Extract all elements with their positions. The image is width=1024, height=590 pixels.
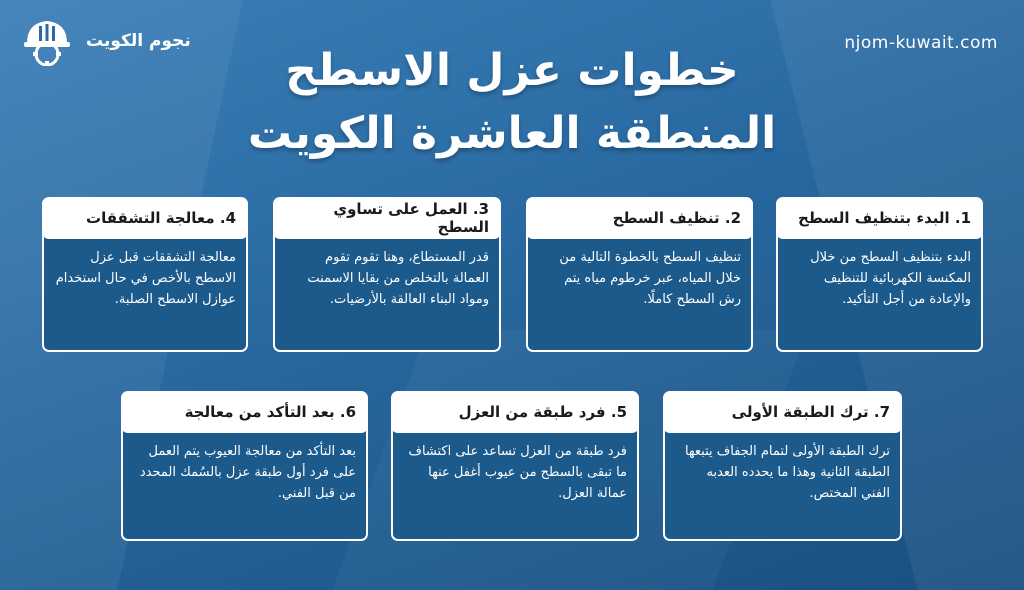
- step-card-6: [121, 391, 368, 541]
- step-title: 1. البدء بتنظيف السطح: [776, 197, 983, 239]
- step-card-7: [663, 391, 902, 541]
- step-card-5: [391, 391, 639, 541]
- step-title: 7. ترك الطبقة الأولى: [663, 391, 902, 433]
- brand-name: نجوم الكويت: [86, 31, 191, 51]
- step-text: قدر المستطاع، وهنا تقوم تقوم العمالة بالتخلص من بقايا الاسمنت ومواد البناء العالقة بالأرضيات.: [273, 219, 501, 352]
- step-card-4: [42, 197, 248, 352]
- step-title: 2. تنظيف السطح: [526, 197, 753, 239]
- page-title-line2: المنطقة العاشرة الكويت: [247, 108, 777, 159]
- step-card-2: [526, 197, 753, 352]
- site-url[interactable]: njom-kuwait.com: [844, 33, 998, 53]
- step-text: البدء بتنظيف السطح من خلال المكنسة الكهربائية للتنظيف والإعادة من أجل التأكيد.: [776, 219, 983, 352]
- step-title: 4. معالجة التشققات: [42, 197, 248, 239]
- step-text: تنظيف السطح بالخطوة التالية من خلال المياه، عبر خرطوم مياه يتم رش السطح كاملًا.: [526, 219, 753, 352]
- step-text: معالجة التشققات قبل عزل الاسطح بالأخص في حال استخدام عوازل الاسطح الصلبة.: [42, 219, 248, 352]
- step-text: بعد التأكد من معالجة العيوب يتم العمل على فرد أول طبقة عزل بالسُمك المحدد من قبل الفني.: [121, 413, 368, 541]
- step-title: 3. العمل على تساوي السطح: [273, 197, 501, 239]
- step-card-1: [776, 197, 983, 352]
- step-title: 5. فرد طبقة من العزل: [391, 391, 639, 433]
- step-card-3: [273, 197, 501, 352]
- page-title-line1: خطوات عزل الاسطح: [285, 45, 739, 96]
- step-text: ترك الطبقة الأولى لتمام الجفاف يتبعها الطبقة الثانية وهذا ما يحدده العدبه الفني المختص.: [663, 413, 902, 541]
- step-text: فرد طبقة من العزل تساعد على اكتشاف ما تبقى بالسطح من عيوب أغفل عنها عمالة العزل.: [391, 413, 639, 541]
- step-title: 6. بعد التأكد من معالجة: [121, 391, 368, 433]
